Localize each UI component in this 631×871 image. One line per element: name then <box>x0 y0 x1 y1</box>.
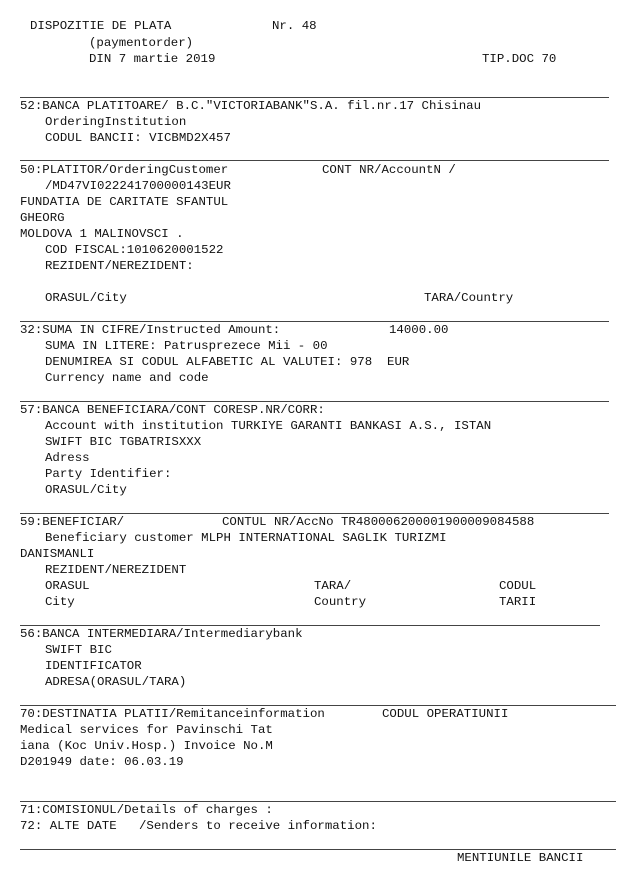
ordering-institution-label: OrderingInstitution <box>45 115 187 129</box>
document-subtitle: (paymentorder) <box>89 36 194 50</box>
document-date: DIN 7 martie 2019 <box>89 52 216 66</box>
remittance-info-label: 70:DESTINATIA PLATII/Remitanceinformation <box>20 707 325 721</box>
beneficiary-country-code-label-en: TARII <box>499 595 537 609</box>
account-number-label: CONT NR/AccountN / <box>322 163 456 177</box>
divider <box>20 625 600 626</box>
payer-name-continued: GHEORG <box>20 211 65 225</box>
other-data: 72: ALTE DATE /Senders to receive information: <box>20 819 377 833</box>
beneficiary-country-label-en: Country <box>314 595 367 609</box>
intermediary-bank-label: 56:BANCA INTERMEDIARA/Intermediarybank <box>20 627 303 641</box>
document-type: TIP.DOC 70 <box>482 52 557 66</box>
payer-fiscal-code: COD FISCAL:1010620001522 <box>45 243 224 257</box>
beneficiary-bank-label: 57:BANCA BENEFICIARA/CONT CORESP.NR/CORR: <box>20 403 325 417</box>
divider <box>20 401 609 402</box>
divider <box>20 321 609 322</box>
beneficiary-bank-city: ORASUL/City <box>45 483 127 497</box>
amount-in-words: SUMA IN LITERE: Patrusprezece Mii - 00 <box>45 339 328 353</box>
bank-notes-label: MENTIUNILE BANCII <box>457 851 584 865</box>
remittance-text-line: Medical services for Pavinschi Tat <box>20 723 273 737</box>
divider <box>20 97 609 98</box>
beneficiary-country-code-label: CODUL <box>499 579 537 593</box>
beneficiary-city-label: ORASUL <box>45 579 90 593</box>
operation-code-label: CODUL OPERATIUNII <box>382 707 509 721</box>
intermediary-address: ADRESA(ORASUL/TARA) <box>45 675 187 689</box>
payer-name: FUNDATIA DE CARITATE SFANTUL <box>20 195 229 209</box>
payer-resident-status: REZIDENT/NEREZIDENT: <box>45 259 194 273</box>
divider <box>20 801 616 802</box>
amount-value: 14000.00 <box>389 323 449 337</box>
divider <box>20 513 609 514</box>
beneficiary-name: Beneficiary customer MLPH INTERNATIONAL SAGLIK TURIZMI <box>45 531 447 545</box>
payer-account: /MD47VI022241700000143EUR <box>45 179 231 193</box>
beneficiary-country-label: TARA/ <box>314 579 352 593</box>
amount-label: 32:SUMA IN CIFRE/Instructed Amount: <box>20 323 281 337</box>
divider <box>20 160 609 161</box>
ordering-bank-line: 52:BANCA PLATITOARE/ B.C."VICTORIABANK"S.A. fil.nr.17 Chisinau <box>20 99 482 113</box>
payer-country-label: TARA/Country <box>424 291 514 305</box>
divider <box>20 705 616 706</box>
remittance-text-line: D201949 date: 06.03.19 <box>20 755 184 769</box>
beneficiary-city-label-en: City <box>45 595 75 609</box>
beneficiary-name-continued: DANISMANLI <box>20 547 95 561</box>
beneficiary-bank-address: Adress <box>45 451 90 465</box>
charges-details: 71:COMISIONUL/Details of charges : <box>20 803 273 817</box>
payer-address: MOLDOVA 1 MALINOVSCI . <box>20 227 184 241</box>
currency-code: DENUMIREA SI CODUL ALFABETIC AL VALUTEI: 978 EUR <box>45 355 410 369</box>
beneficiary-resident-status: REZIDENT/NEREZIDENT <box>45 563 187 577</box>
document-title: DISPOZITIE DE PLATA <box>30 19 172 33</box>
beneficiary-swift: SWIFT BIC TGBATRISXXX <box>45 435 202 449</box>
party-identifier: Party Identifier: <box>45 467 172 481</box>
payer-city-label: ORASUL/City <box>45 291 127 305</box>
remittance-text-line: iana (Koc Univ.Hosp.) Invoice No.M <box>20 739 273 753</box>
currency-label-en: Currency name and code <box>45 371 209 385</box>
ordering-customer-label: 50:PLATITOR/OrderingCustomer <box>20 163 229 177</box>
divider <box>20 849 616 850</box>
order-number: Nr. 48 <box>272 19 317 33</box>
beneficiary-label: 59:BENEFICIAR/ <box>20 515 125 529</box>
bank-code: CODUL BANCII: VICBMD2X457 <box>45 131 231 145</box>
beneficiary-account: CONTUL NR/AccNo TR480006200001900009084588 <box>222 515 535 529</box>
account-with-institution: Account with institution TURKIYE GARANTI BANKASI A.S., ISTAN <box>45 419 492 433</box>
intermediary-swift: SWIFT BIC <box>45 643 112 657</box>
intermediary-identifier: IDENTIFICATOR <box>45 659 142 673</box>
